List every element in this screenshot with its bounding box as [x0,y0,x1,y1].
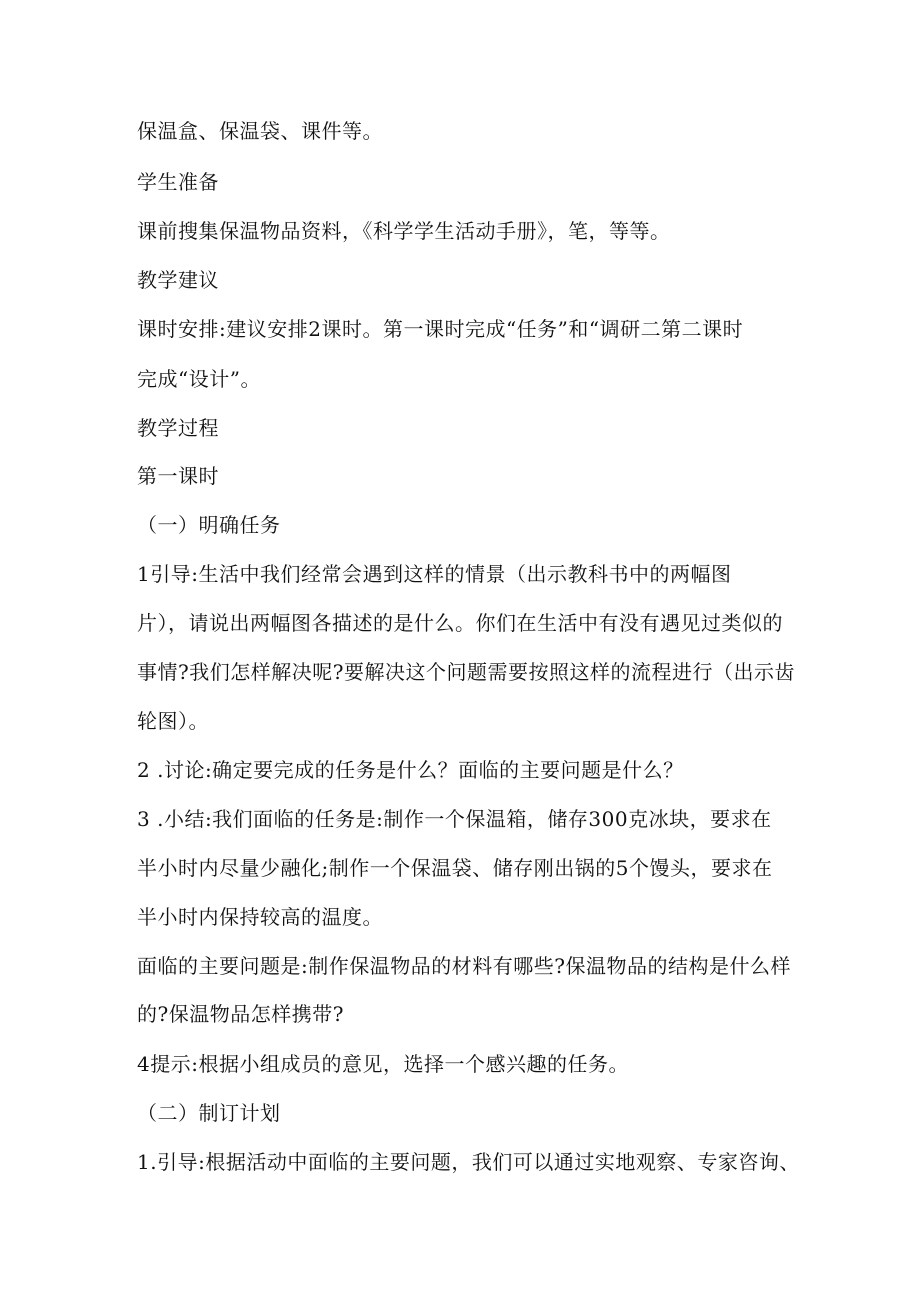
guide-line-1: 1引导:生活中我们经常会遇到这样的情景（出示教科书中的两幅图 [137,562,732,586]
guide-line-3: 事情?我们怎样解决呢?要解决这个问题需要按照这样的流程进行（出示齿 [137,660,795,684]
section-make-plan: （二）制订计划 [137,1101,281,1125]
discussion-line: 2 .讨论:确定要完成的任务是什么？面临的主要问题是什么？ [137,758,684,782]
materials-line: 保温盒、保温袋、课件等。 [137,119,383,143]
section-clarify-task: （一）明确任务 [137,513,281,537]
heading-student-preparation: 学生准备 [137,170,219,194]
summary-line-2: 半小时内尽量少融化;制作一个保温袋、储存刚出锅的5个馒头，要求在 [137,856,773,880]
summary-line-1: 3 .小结:我们面临的任务是:制作一个保温箱，储存300克冰块，要求在 [137,807,772,831]
guide-line-2: 片），请说出两幅图各描述的是什么。你们在生活中有没有遇见过类似的 [137,611,783,635]
plan-guide-line: 1.引导:根据活动中面临的主要问题，我们可以通过实地观察、专家咨询、 [137,1150,800,1174]
student-preparation-line: 课前搜集保温物品资料，《科学学生活动手册》，笔，等等。 [137,219,671,243]
summary-line-3: 半小时内保持较高的温度。 [137,905,383,929]
main-problem-line-1: 面临的主要问题是:制作保温物品的材料有哪些?保温物品的结构是什么样 [137,954,791,978]
main-problem-line-2: 的?保温物品怎样携带? [137,1002,344,1026]
hint-line: 4提示:根据小组成员的意见，选择一个感兴趣的任务。 [137,1052,629,1076]
heading-teaching-suggestion: 教学建议 [137,268,219,292]
guide-line-4: 轮图）。 [137,709,209,733]
schedule-line-2: 完成“设计”。 [137,367,261,391]
heading-first-lesson: 第一课时 [137,464,219,488]
schedule-line-1: 课时安排:建议安排2课时。第一课时完成“任务”和“调研二第二课时 [137,317,744,341]
heading-teaching-process: 教学过程 [137,416,219,440]
